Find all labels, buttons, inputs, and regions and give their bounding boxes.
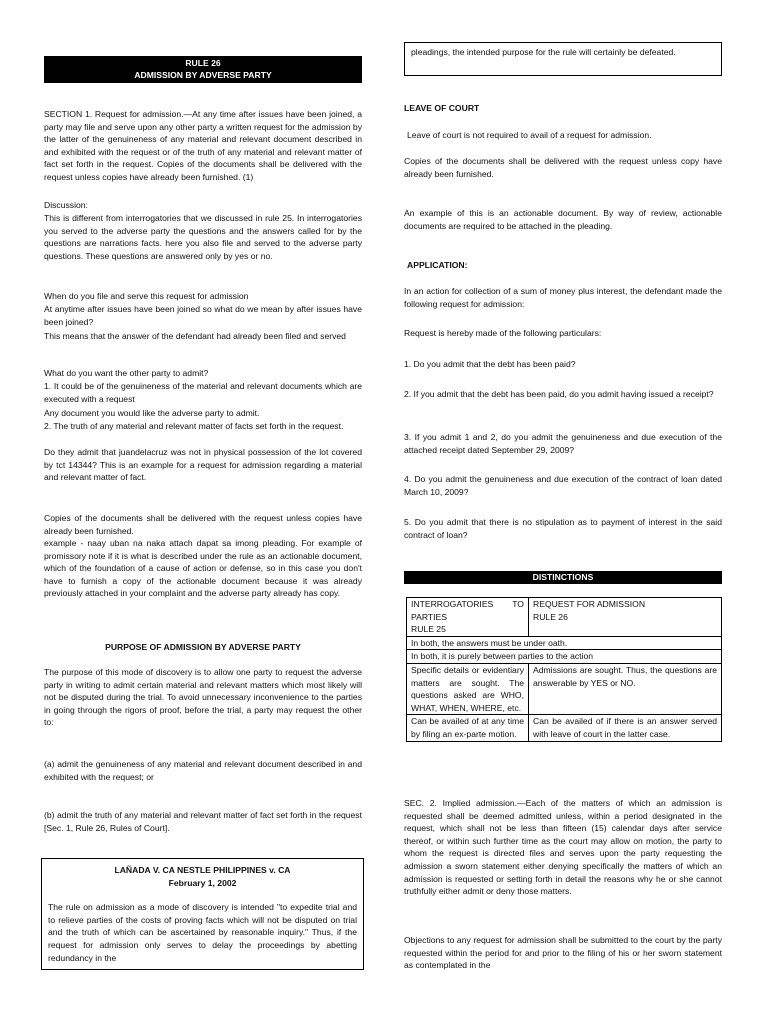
rule-26-label: RULE 26 xyxy=(533,611,568,622)
table-cell: In both, it is purely between parties to the action xyxy=(407,650,722,664)
table-cell: In both, the answers must be under oath. xyxy=(407,636,722,650)
did-they-admit-text: Do they admit that juandelacruz was not in physical possession of the lot covered by tct 14344? This is an example for a request for admission regarding a material and relevant matter of fact. xyxy=(44,447,362,483)
means-text: This means that the answer of the defendant had already been filed and served xyxy=(44,331,346,341)
question-2: 2. If you admit that the debt has been paid, do you admit having issued a receipt? xyxy=(404,389,714,399)
interrogatories-header: INTERROGATORIES TO PARTIES xyxy=(411,599,524,622)
rule-25-label: RULE 25 xyxy=(411,624,446,635)
table-row xyxy=(407,650,722,664)
distinctions-table xyxy=(406,597,722,742)
leave-heading: LEAVE OF COURT xyxy=(404,103,480,113)
distinctions-heading: DISTINCTIONS xyxy=(404,571,722,584)
question-5: 5. Do you admit that there is no stipulation as to payment of interest in the said contract of loan? xyxy=(404,517,722,540)
request-admission-header: REQUEST FOR ADMISSION xyxy=(533,599,646,609)
purpose-item-b: (b) admit the truth of any material and relevant matter of fact set forth in the request [Sec. 1, Rule 26, Rules of Court]. xyxy=(44,810,362,833)
discussion-text: This is different from interrogatories that we discussed in rule 25. In interrogatories you served to the adverse party the questions and the answers called for by the questions are narrations facts. here you also file and served to the adverse party questions. These questions are answered only by yes or no. xyxy=(44,213,362,261)
discussion-label: Discussion: xyxy=(44,200,88,210)
leave-text: Leave of court is not required to avail of a request for admission. xyxy=(407,130,652,140)
application-heading: APPLICATION: xyxy=(407,260,468,270)
what-admit-question: What do you want the other party to admit? xyxy=(44,368,209,378)
objections-text: Objections to any request for admission shall be submitted to the court by the party requested within the period for and prior to the filing of his or her sworn statement as contemplated in the xyxy=(404,935,722,971)
table-cell: Specific details or evidentiary matters are sought. The questions asked are WHO, WHAT, WHEN, WHERE, etc. xyxy=(407,663,529,714)
distinctions-table-wrap xyxy=(406,597,722,742)
table-cell xyxy=(407,598,529,637)
table-row xyxy=(407,598,722,637)
anytime-text: At anytime after issues have been joined so what do we mean by after issues have been joined? xyxy=(44,304,362,327)
table-cell: Admissions are sought. Thus, the questions are answerable by YES or NO. xyxy=(529,663,722,714)
case-date: February 1, 2002 xyxy=(168,877,237,888)
copies-text-right: Copies of the documents shall be delivered with the request unless copy have already been furnished. xyxy=(404,156,722,179)
purpose-item-a: (a) admit the genuineness of any material and relevant document described in and exhibited with the request; or xyxy=(44,759,362,782)
table-cell xyxy=(529,598,722,637)
application-text: In an action for collection of a sum of money plus interest, the defendant made the following request for admission: xyxy=(404,286,722,309)
rule-subtitle: ADMISSION BY ADVERSE PARTY xyxy=(134,70,272,80)
section-1-text: SECTION 1. Request for admission.—At any time after issues have been joined, a party may file and serve upon any other party a written request for the admission by the latter of the genuineness of any material and relevant document described in and exhibited with the request or of the truth of any material and relevant matter of fact set forth in the request. Copies of the documents shall be delivered with the request unless copies have already been furnished. (1) xyxy=(44,109,362,182)
table-cell: Can be availed of if there is an answer served with leave of court in the latter case. xyxy=(529,715,722,741)
section-2-text: SEC. 2. Implied admission.—Each of the matters of which an admission is requested shall be deemed admitted unless, within a period designated in the request, which shall not be less than fifteen (15) calendar days after service thereof, or within such further time as the court may allow on motion, the party to whom the request is directed files and serves upon the party requesting the admission a sworn statement either denying specifically the matters of which an admission is requested or setting forth in detail the reasons why he or she cannot truthfully either admit or deny those matters. xyxy=(404,798,722,897)
rule-title-bar xyxy=(44,56,362,83)
question-1: 1. Do you admit that the debt has been paid? xyxy=(404,359,576,369)
actionable-example-text: An example of this is an actionable document. By way of review, actionable documents are required to be attached in the pleading. xyxy=(404,208,722,231)
table-row xyxy=(407,715,722,741)
table-cell: Can be availed of at any time by filing an ex-parte motion. xyxy=(407,715,529,741)
continuation-box xyxy=(404,42,722,76)
case-title: LAÑADA V. CA NESTLE PHILIPPINES v. CA xyxy=(114,865,291,875)
request-text: Request is hereby made of the following particulars: xyxy=(404,328,602,338)
table-row xyxy=(407,663,722,714)
question-3: 3. If you admit 1 and 2, do you admit the genuineness and due execution of the attached receipt dated September 29, 2009? xyxy=(404,432,722,455)
rule-title: RULE 26 xyxy=(185,58,221,68)
question-4: 4. Do you admit the genuineness and due execution of the contract of loan dated March 10, 2009? xyxy=(404,474,722,497)
when-question: When do you file and serve this request for admission xyxy=(44,291,249,301)
purpose-heading: PURPOSE OF ADMISSION BY ADVERSE PARTY xyxy=(105,642,301,652)
case-box xyxy=(41,858,364,970)
table-row xyxy=(407,636,722,650)
any-document-text: Any document you would like the adverse party to admit. xyxy=(44,408,260,418)
copies-text: Copies of the documents shall be delivered with the request unless copies have already been furnished. xyxy=(44,513,362,536)
case-text: The rule on admission as a mode of discovery is intended "to expedite trial and to relieve parties of the costs of proving facts which will not be disputed on trial and the truth of which can be ascertained by reasonable inquiry." Thus, if the request for admission only serves to delay the proceedings by abetting redundancy in the xyxy=(48,902,357,963)
example-text: example - naay uban na naka attach dapat sa imong pleading. For example of promissory note if it is what is described under the rule as an actionable document, which of the foundation of a cause of action or defense, so in this case you don't have to furnish a copy of the actionable document because it was already previously attached in your complaint and the adverse party already has copy. xyxy=(44,538,362,599)
item-2: 2. The truth of any material and relevant matter of facts set forth in the request. xyxy=(44,421,344,431)
purpose-text: The purpose of this mode of discovery is to allow one party to request the adverse party in writing to admit certain material and relevant matters which most likely will not be disputed during the trial. To avoid unnecessary inconvenience to the parties in going through the rigors of proof, before the trial, a party may request the other to: xyxy=(44,667,362,728)
box-continuation-text: pleadings, the intended purpose for the rule will certainly be defeated. xyxy=(411,47,676,57)
item-1: 1. It could be of the genuineness of the material and relevant documents which are executed with a request xyxy=(44,381,362,404)
